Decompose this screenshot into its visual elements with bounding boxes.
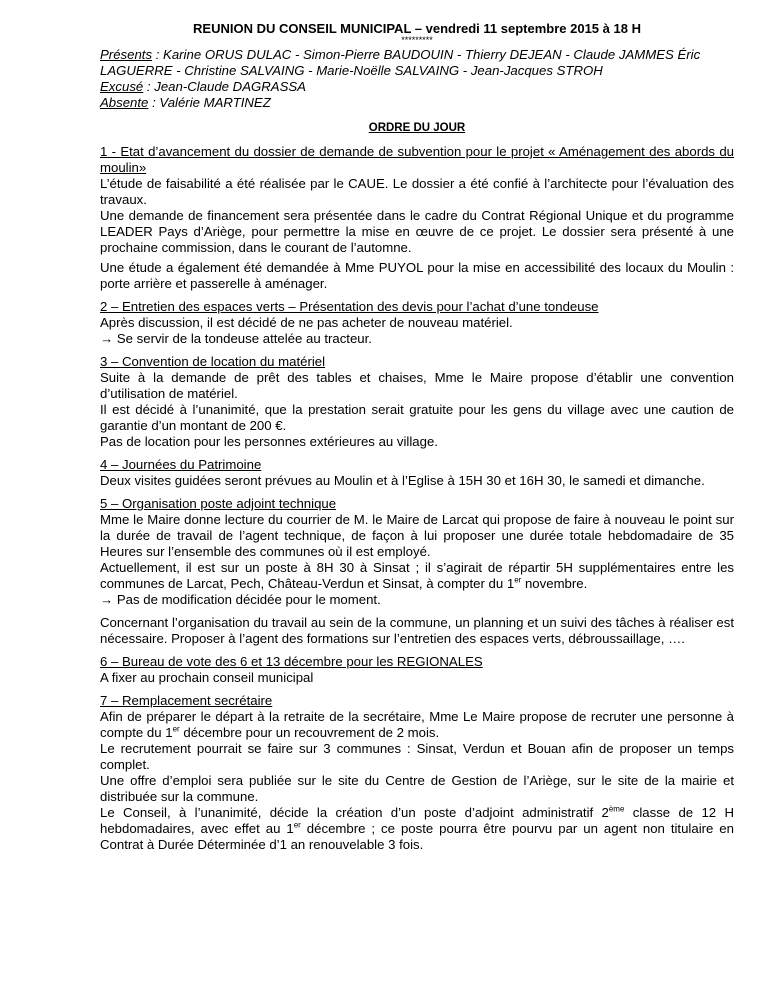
document-title: REUNION DU CONSEIL MUNICIPAL – vendredi 11 septembre 2015 à 18 H bbox=[193, 21, 641, 36]
absente-names: : Valérie MARTINEZ bbox=[148, 95, 271, 110]
section-7-paragraph: Le recrutement pourrait se faire sur 3 communes : Sinsat, Verdun et Bouan afin de proposer un temps complet. bbox=[100, 741, 734, 772]
section-7-title: 7 – Remplacement secrétaire bbox=[100, 693, 273, 708]
presents-names: : Karine ORUS DULAC - Simon-Pierre BAUDOUIN - Thierry DEJEAN - Claude JAMMES Éric LAGUERRE - Christine SALVAING - Marie-Noëlle SALVAING - Jean-Jacques STROH bbox=[100, 47, 701, 78]
document-page bbox=[100, 21, 734, 853]
section-7-paragraph: Afin de préparer le départ à la retraite de la secrétaire, Mme Le Maire propose de recruter une personne à compte du 1er décembre pour un recouvrement de 2 mois. bbox=[100, 709, 734, 740]
section-5-title: 5 – Organisation poste adjoint technique bbox=[100, 496, 337, 511]
section-5-paragraph: Concernant l’organisation du travail au sein de la commune, un planning et un suivi des tâches à réaliser est nécessaire. Proposer à l’agent des formations sur l’entretien des espaces verts, débroussaillage, …. bbox=[100, 615, 734, 646]
excuse-names: : Jean-Claude DAGRASSA bbox=[143, 79, 306, 94]
section-3-paragraph: Il est décidé à l’unanimité, que la prestation serait gratuite pour les gens du village avec une caution de garantie d’un montant de 200 €. bbox=[100, 402, 734, 433]
section-5-paragraph: Actuellement, il est sur un poste à 8H 30 à Sinsat ; il s’agirait de répartir 5H supplémentaires entre les communes de Larcat, Pech, Château-Verdun et Sinsat, à compter du 1er novembre. bbox=[100, 560, 734, 591]
section-7-paragraph: Une offre d’emploi sera publiée sur le site du Centre de Gestion de l’Ariège, sur le site de la mairie et distribuée sur la commune. bbox=[100, 773, 734, 804]
section-4-title: 4 – Journées du Patrimoine bbox=[100, 457, 262, 472]
title-separator: ********* bbox=[401, 35, 433, 45]
presents-label: Présents bbox=[100, 47, 153, 62]
section-3-title: 3 – Convention de location du matériel bbox=[100, 354, 326, 369]
section-2-title: 2 – Entretien des espaces verts – Présentation des devis pour l’achat d’une tondeuse bbox=[100, 299, 599, 314]
section-1-paragraph: L’étude de faisabilité a été réalisée par le CAUE. Le dossier a été confié à l’architecte pour l’évaluation des travaux. bbox=[100, 176, 734, 207]
attendance-presents bbox=[100, 47, 734, 79]
section-6-paragraph: A fixer au prochain conseil municipal bbox=[100, 670, 314, 685]
section-1-paragraph: Une demande de financement sera présentée dans le cadre du Contrat Régional Unique et du programme LEADER Pays d’Ariège, pour permettre la mise en œuvre de ce projet. Le dossier sera présenté à une prochaine commission, dans le courant de l’automne. bbox=[100, 208, 734, 255]
section-5-paragraph: Mme le Maire donne lecture du courrier de M. le Maire de Larcat qui propose de faire à nouveau le point sur la durée de travail de l’agent technique, de façon à lui proposer une durée totale hebdomadaire de 35 Heures sur l’ensemble des communes où il est employé. bbox=[100, 512, 734, 559]
agenda-title: ORDRE DU JOUR bbox=[368, 122, 466, 134]
absente-label: Absente bbox=[100, 95, 149, 110]
section-2-paragraph: Après discussion, il est décidé de ne pas acheter de nouveau matériel. bbox=[100, 315, 513, 330]
excuse-label: Excusé bbox=[100, 79, 144, 94]
section-6-title: 6 – Bureau de vote des 6 et 13 décembre pour les REGIONALES bbox=[100, 654, 483, 669]
section-4-paragraph: Deux visites guidées seront prévues au Moulin et à l’Eglise à 15H 30 et 16H 30, le samedi et dimanche. bbox=[100, 473, 705, 488]
section-5-paragraph: → Pas de modification décidée pour le moment. bbox=[100, 592, 381, 607]
section-3-paragraph: Pas de location pour les personnes extérieures au village. bbox=[100, 434, 438, 449]
attendance-absente bbox=[100, 95, 734, 111]
section-7-paragraph: Le Conseil, à l’unanimité, décide la création d’un poste d’adjoint administratif 2ème classe de 12 H hebdomadaires, avec effet au 1er décembre ; ce poste pourra être pourvu par un agent non titulaire en Contrat à Durée Déterminée d’1 an renouvelable 3 fois. bbox=[100, 804, 734, 852]
attendance-excuse bbox=[100, 79, 734, 95]
section-3-paragraph: Suite à la demande de prêt des tables et chaises, Mme le Maire propose d’établir une convention d’utilisation de matériel. bbox=[100, 370, 734, 401]
section-2-paragraph: → Se servir de la tondeuse attelée au tracteur. bbox=[100, 331, 372, 346]
section-1-title: 1 - Etat d’avancement du dossier de demande de subvention pour le projet « Aménagement des abords du moulin» bbox=[100, 144, 734, 175]
section-1-paragraph: Une étude a également été demandée à Mme PUYOL pour la mise en accessibilité des locaux du Moulin : porte arrière et passerelle à aménager. bbox=[100, 260, 734, 291]
